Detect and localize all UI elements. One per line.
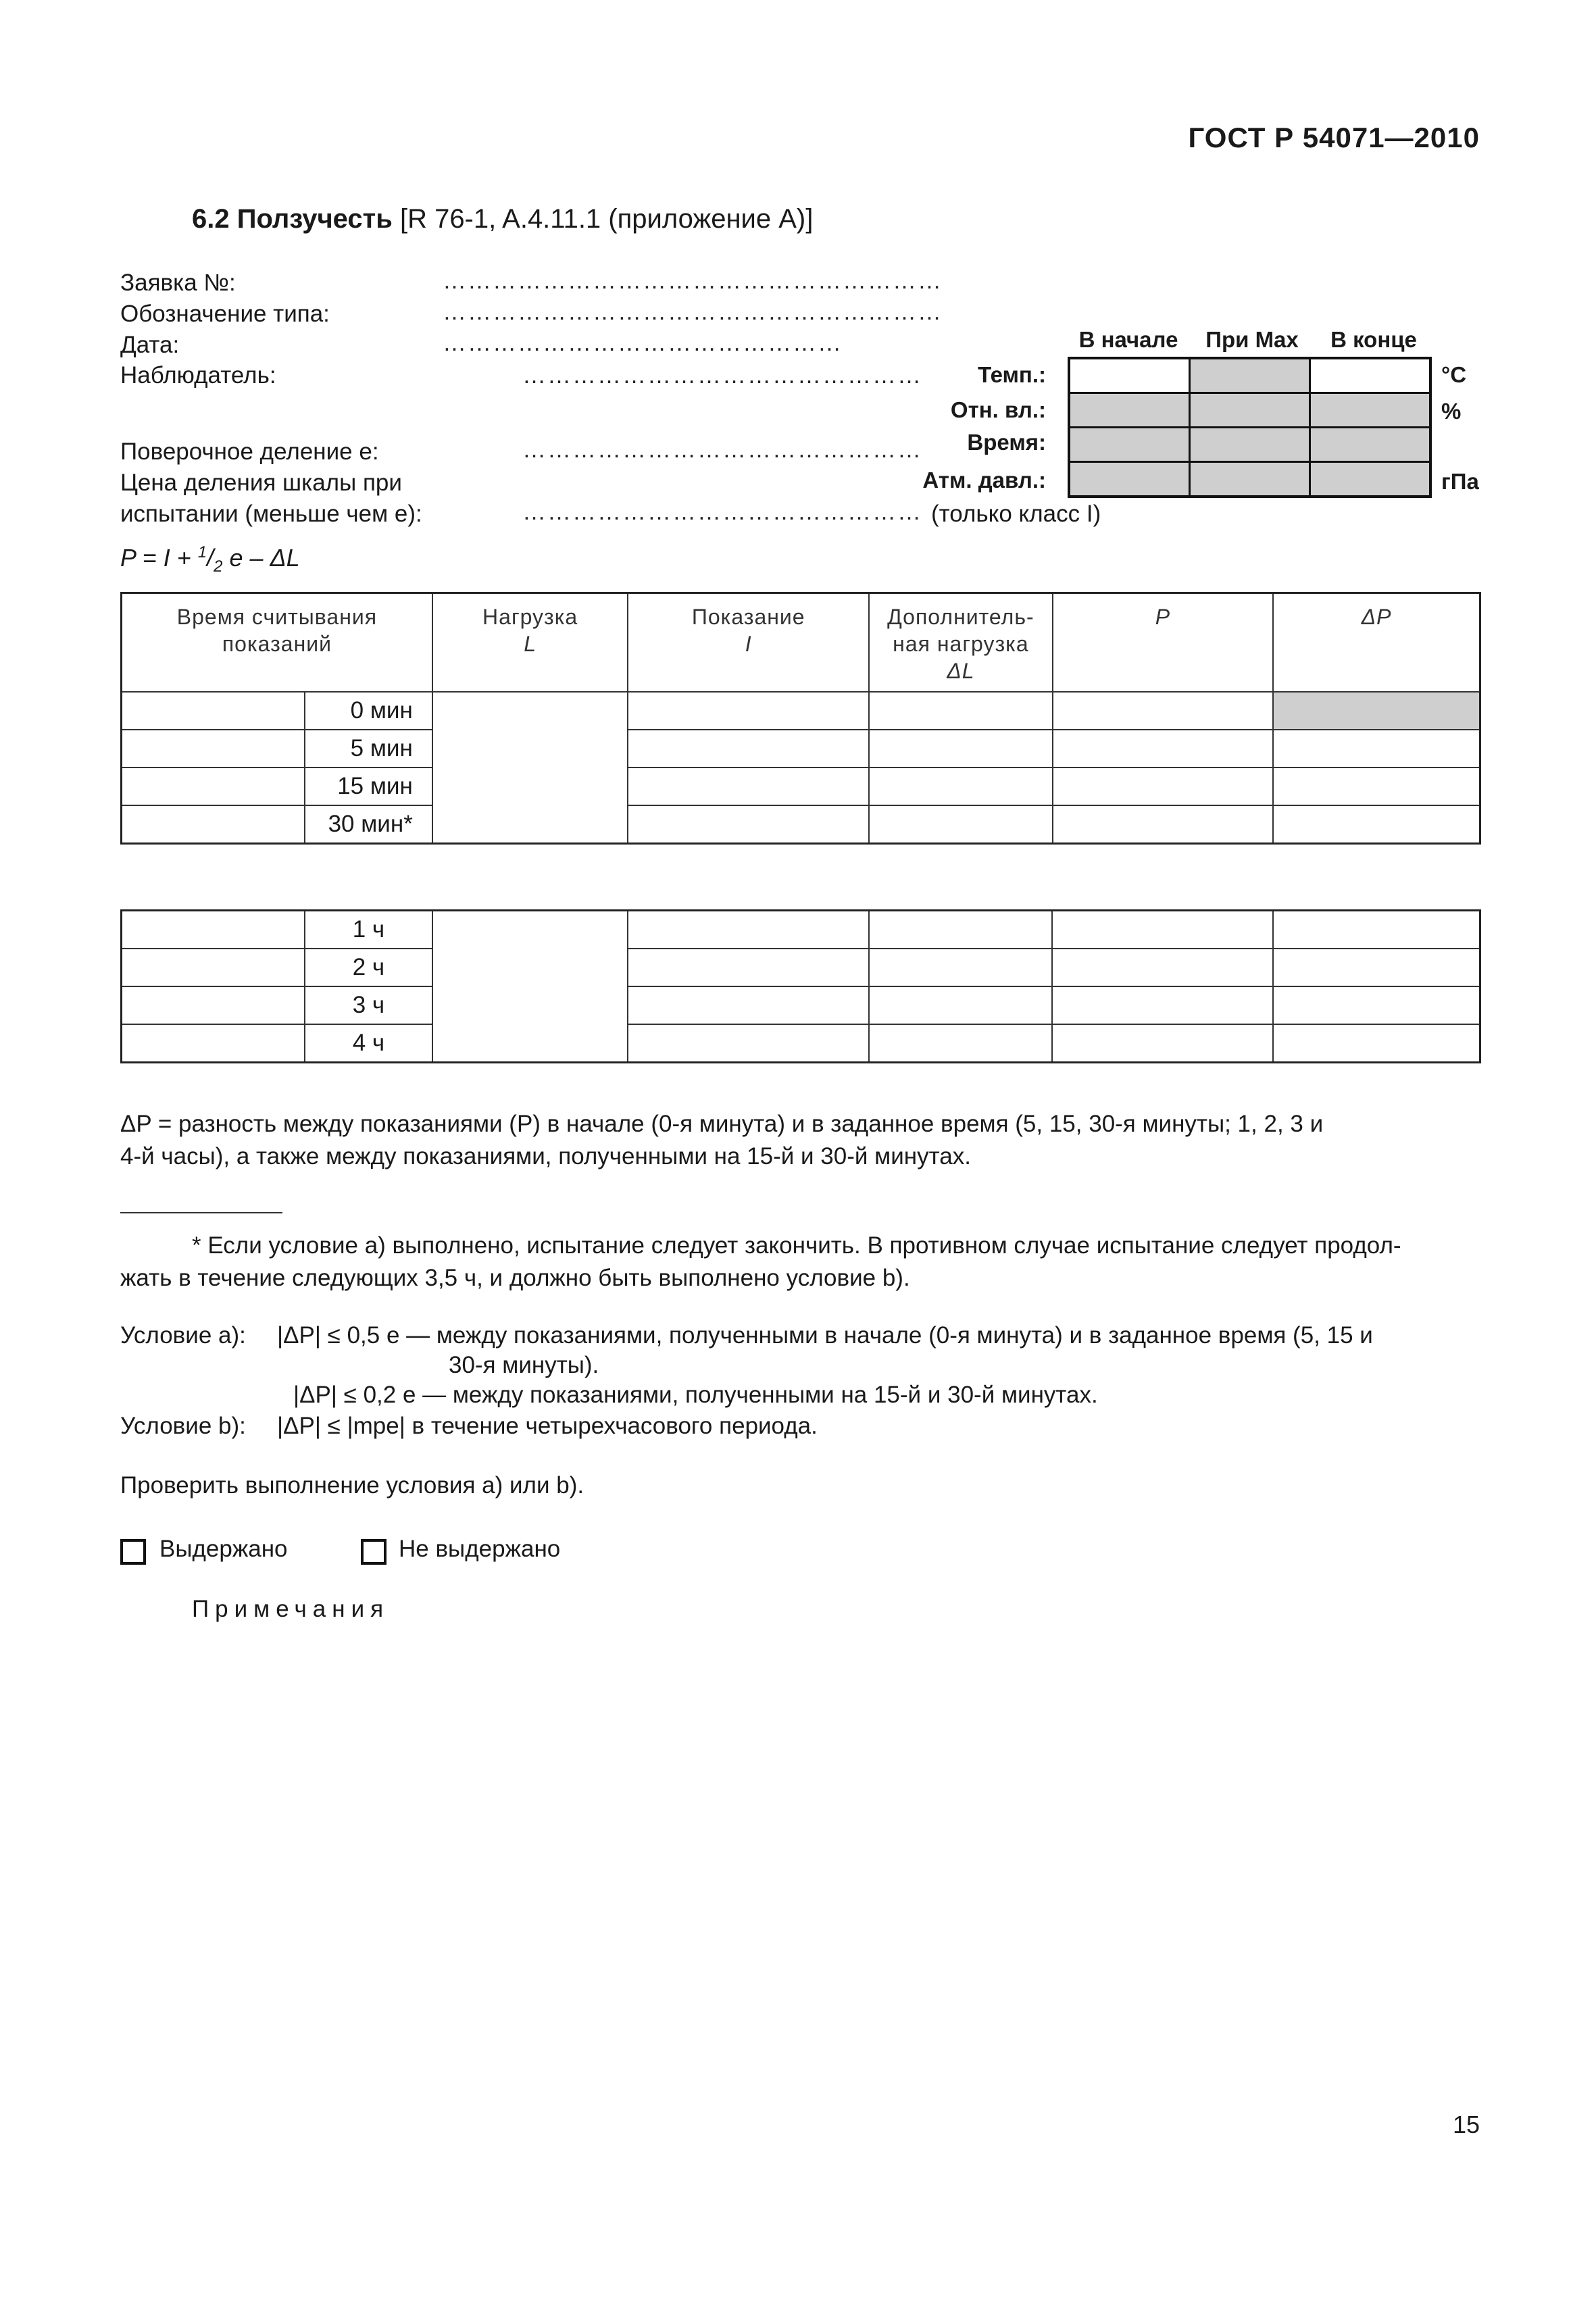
dp-explanation-line2: 4-й часы), а также между показаниями, полученными на 15-й и 30-й минутах. bbox=[120, 1143, 971, 1169]
condition-b-text: |ΔP| ≤ |mpe| в течение четырехчасового периода. bbox=[277, 1413, 818, 1439]
section-heading: 6.2 Ползучесть bbox=[192, 204, 393, 234]
time-cell: 15 мин bbox=[305, 768, 432, 805]
condition-a-text2: 30-я минуты). bbox=[449, 1352, 599, 1378]
verification-field[interactable]: ………………………………………… bbox=[522, 436, 922, 463]
cell[interactable] bbox=[628, 768, 869, 805]
condition-a-text1: |ΔP| ≤ 0,5 e — между показаниями, полученными в начале (0-я минута) и в заданное время (5, 15 и bbox=[277, 1322, 1373, 1349]
formula-text-visual: $P = I + ^1/_2$ e – ΔL bbox=[120, 543, 300, 576]
env-cell-shaded bbox=[1190, 462, 1310, 497]
observer-label: Наблюдатель: bbox=[120, 362, 276, 388]
cell[interactable] bbox=[628, 692, 869, 730]
cell[interactable] bbox=[628, 986, 868, 1024]
condition-a-text3: |ΔP| ≤ 0,2 e — между показаниями, полученными на 15-й и 30-й минутах. bbox=[293, 1382, 1098, 1408]
cell[interactable] bbox=[1273, 949, 1480, 986]
creep-formula bbox=[120, 543, 300, 576]
cell[interactable] bbox=[1052, 986, 1273, 1024]
cell[interactable] bbox=[869, 911, 1053, 949]
cell[interactable] bbox=[122, 1024, 305, 1063]
cell[interactable] bbox=[1273, 730, 1480, 768]
table-row bbox=[122, 986, 1480, 1024]
page-number: 15 bbox=[1452, 2111, 1480, 2138]
document-number: ГОСТ Р 54071—2010 bbox=[1188, 122, 1480, 153]
cell[interactable] bbox=[122, 805, 305, 844]
header-time-line2: показаний bbox=[222, 632, 332, 656]
table-row bbox=[122, 730, 1480, 768]
section-title bbox=[192, 204, 813, 234]
env-cell-shaded bbox=[1069, 428, 1190, 462]
time-cell: 5 мин bbox=[305, 730, 432, 768]
division-field[interactable]: ………………………………………… bbox=[522, 499, 922, 525]
footnote-line2: жать в течение следующих 3,5 ч, и должно быть выполнено условие b). bbox=[120, 1265, 910, 1291]
cell[interactable] bbox=[1273, 986, 1480, 1024]
date-field[interactable]: ………………………………………… bbox=[443, 330, 843, 356]
creep-table-hours bbox=[120, 909, 1481, 1063]
time-cell: 4 ч bbox=[305, 1024, 432, 1063]
footnote bbox=[120, 1230, 1485, 1294]
class-note: (только класс I) bbox=[931, 501, 1101, 527]
verification-label: Поверочное деление e: bbox=[120, 438, 379, 465]
env-label-time: Время: bbox=[967, 430, 1046, 455]
cell[interactable] bbox=[869, 692, 1053, 730]
application-field[interactable]: …………………………………………………… bbox=[443, 268, 943, 294]
cell-shaded bbox=[1273, 692, 1480, 730]
cell[interactable] bbox=[1273, 1024, 1480, 1063]
env-unit-pressure: гПа bbox=[1441, 469, 1479, 494]
env-cell-shaded bbox=[1190, 393, 1310, 428]
passed-checkbox[interactable] bbox=[120, 1539, 146, 1565]
table-row bbox=[122, 692, 1480, 730]
dp-explanation bbox=[120, 1108, 1485, 1173]
failed-label: Не выдержано bbox=[399, 1536, 561, 1562]
table-row bbox=[122, 911, 1480, 949]
header-load bbox=[432, 593, 628, 693]
cell[interactable] bbox=[122, 692, 305, 730]
header-extra-load bbox=[869, 593, 1053, 693]
cell[interactable] bbox=[869, 730, 1053, 768]
header-time bbox=[122, 593, 432, 693]
passed-label: Выдержано bbox=[159, 1536, 288, 1562]
table-row bbox=[122, 805, 1480, 844]
cell[interactable] bbox=[1052, 1024, 1273, 1063]
env-cell-shaded bbox=[1190, 358, 1310, 393]
date-label: Дата: bbox=[120, 332, 180, 358]
cell[interactable] bbox=[628, 949, 868, 986]
header-reading-line1: Показание bbox=[691, 605, 805, 629]
time-cell: 2 ч bbox=[305, 949, 432, 986]
footnote-line1: * Если условие a) выполнено, испытание следует закончить. В противном случае испытание следует продол- bbox=[192, 1232, 1401, 1259]
environment-table bbox=[1068, 357, 1432, 498]
condition-b-label: Условие b): bbox=[120, 1413, 246, 1439]
notes-title: Примечания bbox=[192, 1596, 390, 1622]
header-load-line1: Нагрузка bbox=[482, 605, 578, 629]
cell[interactable] bbox=[1053, 692, 1273, 730]
time-cell: 0 мин bbox=[305, 692, 432, 730]
env-cell-shaded bbox=[1310, 393, 1431, 428]
table-header-row bbox=[122, 593, 1480, 693]
header-reading bbox=[628, 593, 869, 693]
cell[interactable] bbox=[869, 805, 1053, 844]
cell[interactable] bbox=[628, 1024, 868, 1063]
header-p: P bbox=[1053, 593, 1273, 693]
division-label-line2: испытании (меньше чем e): bbox=[120, 501, 422, 527]
application-label: Заявка №: bbox=[120, 270, 236, 296]
cell[interactable] bbox=[1273, 805, 1480, 844]
env-header-start: В начале bbox=[1078, 327, 1178, 352]
cell[interactable] bbox=[1273, 768, 1480, 805]
env-row-pressure bbox=[1069, 462, 1430, 497]
table-row bbox=[122, 1024, 1480, 1063]
header-time-line1: Время считывания bbox=[176, 605, 378, 629]
table-row bbox=[122, 768, 1480, 805]
env-cell-shaded bbox=[1190, 428, 1310, 462]
env-cell[interactable] bbox=[1069, 358, 1190, 393]
env-row-humidity bbox=[1069, 393, 1430, 428]
table-row bbox=[122, 949, 1480, 986]
env-label-humidity: Отн. вл.: bbox=[950, 397, 1046, 422]
env-row-time bbox=[1069, 428, 1430, 462]
load-cell[interactable] bbox=[432, 692, 628, 844]
cell[interactable] bbox=[869, 986, 1053, 1024]
cell[interactable] bbox=[869, 1024, 1053, 1063]
load-cell[interactable] bbox=[432, 911, 628, 1063]
cell[interactable] bbox=[628, 805, 869, 844]
env-cell-shaded bbox=[1069, 393, 1190, 428]
header-dp: ΔP bbox=[1273, 593, 1480, 693]
header-reading-line2: I bbox=[745, 632, 752, 656]
env-unit-humidity: % bbox=[1441, 399, 1462, 424]
time-cell: 30 мин* bbox=[305, 805, 432, 844]
time-cell: 1 ч bbox=[305, 911, 432, 949]
cell[interactable] bbox=[1052, 911, 1273, 949]
dp-explanation-line1: ΔP = разность между показаниями (P) в начале (0-я минута) и в заданное время (5, 15, 30-я минуты; 1, 2, 3 и bbox=[120, 1111, 1324, 1137]
cell[interactable] bbox=[122, 730, 305, 768]
env-label-temp: Темп.: bbox=[978, 362, 1046, 387]
env-cell[interactable] bbox=[1310, 358, 1431, 393]
cell[interactable] bbox=[869, 949, 1053, 986]
cell[interactable] bbox=[628, 911, 868, 949]
cell[interactable] bbox=[1053, 768, 1273, 805]
header-extra-line1: Дополнитель- bbox=[887, 605, 1034, 629]
cell[interactable] bbox=[122, 911, 305, 949]
type-label: Обозначение типа: bbox=[120, 301, 330, 327]
env-row-temp bbox=[1069, 358, 1430, 393]
header-load-line2: L bbox=[524, 632, 537, 656]
section-reference: [R 76-1, A.4.11.1 (приложение A)] bbox=[399, 204, 814, 234]
condition-a-label: Условие a): bbox=[120, 1322, 246, 1349]
env-cell-shaded bbox=[1310, 428, 1431, 462]
division-label-line1: Цена деления шкалы при bbox=[120, 470, 402, 496]
check-instruction: Проверить выполнение условия a) или b). bbox=[120, 1472, 584, 1499]
header-extra-line3: ΔL bbox=[947, 659, 975, 683]
env-header-max: При Max bbox=[1205, 327, 1299, 352]
env-cell-shaded bbox=[1069, 462, 1190, 497]
cell[interactable] bbox=[122, 986, 305, 1024]
observer-field[interactable]: ………………………………………… bbox=[522, 362, 922, 388]
footnote-divider bbox=[120, 1212, 282, 1213]
env-label-pressure: Атм. давл.: bbox=[922, 468, 1046, 493]
env-cell-shaded bbox=[1310, 462, 1431, 497]
cell[interactable] bbox=[869, 768, 1053, 805]
time-cell: 3 ч bbox=[305, 986, 432, 1024]
cell[interactable] bbox=[122, 949, 305, 986]
type-field[interactable]: …………………………………………………… bbox=[443, 299, 943, 325]
cell[interactable] bbox=[628, 730, 869, 768]
header-extra-line2: ная нагрузка bbox=[893, 632, 1029, 656]
env-unit-temp: °C bbox=[1441, 362, 1467, 387]
failed-checkbox[interactable] bbox=[361, 1539, 386, 1565]
cell[interactable] bbox=[1052, 949, 1273, 986]
cell[interactable] bbox=[1053, 730, 1273, 768]
cell[interactable] bbox=[122, 768, 305, 805]
env-header-end: В конце bbox=[1330, 327, 1417, 352]
cell[interactable] bbox=[1273, 911, 1480, 949]
cell[interactable] bbox=[1053, 805, 1273, 844]
creep-table-minutes bbox=[120, 592, 1481, 845]
